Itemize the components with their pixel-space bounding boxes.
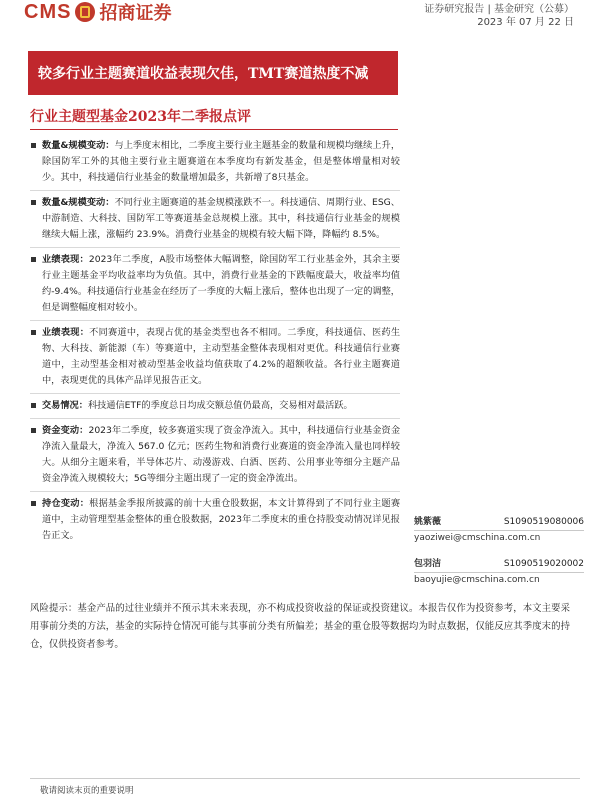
analyst-name: 包羽洁 xyxy=(414,559,442,569)
report-subtitle: 行业主题型基金2023年二季报点评 xyxy=(30,109,251,125)
key-point-item xyxy=(30,195,400,243)
key-point-label: 业绩表现： xyxy=(42,327,90,338)
item-divider xyxy=(30,320,400,321)
risk-label: 风险提示： xyxy=(30,603,78,614)
key-point-label: 数量&规模变动： xyxy=(42,197,115,208)
key-point-item xyxy=(30,496,400,544)
item-divider xyxy=(30,247,400,248)
key-point-text: 根据基金季报所披露的前十大重仓股数据，本文计算得到了不同行业主题赛道中，主动管理型基金整体的重仓股数据，2023年二季度末的重仓持股变动情况详见报告正文。 xyxy=(42,498,401,541)
logo-cn-text: 招商证券 xyxy=(99,3,172,24)
analyst-card xyxy=(414,515,584,546)
key-point-label: 持仓变动： xyxy=(42,498,90,509)
subtitle-divider xyxy=(30,129,398,130)
item-divider xyxy=(30,190,400,191)
analyst-email[interactable]: baoyujie@cmschina.com.cn xyxy=(414,572,584,588)
analyst-email[interactable]: yaoziwei@cmschina.com.cn xyxy=(414,530,584,546)
report-header xyxy=(0,0,600,40)
analyst-cert: S1090519080006 xyxy=(503,517,584,527)
key-point-text: 2023年二季度，较多赛道实现了资金净流入。其中，科技通信行业基金资金净流入量最大，净流入 567.0 亿元；医药生物和消费行业赛道的资金净流入量也同样较大。从细分主题来看，半导体芯片、动漫游戏、白酒、医药、公用事业等细分主题产品资金净流入规模较大；5G等细分主题出现了一定的资金净流出。 xyxy=(42,425,401,484)
report-type: 证券研究报告 | 基金研究（公募） xyxy=(424,4,574,15)
footer-note: 敬请阅读末页的重要说明 xyxy=(40,786,134,796)
item-divider xyxy=(30,393,400,394)
cms-logo-icon xyxy=(75,2,95,22)
logo-text: CMS xyxy=(24,0,72,23)
title-bar: 较多行业主题赛道收益表现欠佳，TMT赛道热度不减 xyxy=(28,51,398,95)
key-point-item xyxy=(30,423,400,487)
cms-logo xyxy=(24,0,171,24)
key-point-item xyxy=(30,325,400,389)
analyst-card xyxy=(414,557,584,588)
key-point-label: 交易情况： xyxy=(42,400,88,411)
item-divider xyxy=(30,491,400,492)
analyst-cert: S1090519020002 xyxy=(503,559,584,569)
risk-text: 基金产品的过往业绩并不预示其未来表现，亦不构成投资收益的保证或投资建议。本报告仅作为投资参考，本文主要采用事前分类的方法，基金的实际持仓情况可能与其事前分类有所偏差；基金的重仓股等数据均为时点数据，仅能反应其季度末的持仓，仅供投资者参考。 xyxy=(30,603,570,650)
key-points-list xyxy=(30,138,400,548)
key-point-label: 资金变动： xyxy=(42,425,89,436)
analyst-name: 姚紫薇 xyxy=(414,517,442,527)
item-divider xyxy=(30,418,400,419)
footer-divider xyxy=(30,778,580,779)
key-point-label: 业绩表现： xyxy=(42,254,89,265)
report-date: 2023 年 07 月 22 日 xyxy=(477,17,574,28)
key-point-text: 不同赛道中，表现占优的基金类型也各不相同。二季度，科技通信、医药生物、大科技、新能源（车）等赛道中，主动型基金整体表现相对更优。科技通信行业赛道中，主动型基金相对被动型基金收益均值获取了4.2%的超额收益。各行业主题赛道中，表现更优的具体产品详见报告正文。 xyxy=(42,327,401,386)
key-point-text: 不同行业主题赛道的基金规模涨跌不一。科技通信、周期行业、ESG、中游制造、大科技、国防军工等赛道基金总规模上涨。其中，科技通信行业基金的规模继续大幅上涨，涨幅约 23.9%。消费行业基金的规模有较大幅下降，降幅约 8.5%。 xyxy=(42,197,400,240)
key-point-item xyxy=(30,398,400,414)
key-point-text: 2023年二季度，A股市场整体大幅调整，除国防军工行业基金外，其余主要行业主题基金平均收益率均为负值。其中，消费行业基金的下跌幅度最大，收益率均值约-9.4%。科技通信行业基金在经历了一季度的大幅上涨后，整体也出现了一定的调整，但是调整幅度相对较小。 xyxy=(42,254,401,313)
key-point-text: 与上季度末相比，二季度主要行业主题基金的数量和规模均继续上升，除国防军工外的其他主要行业主题赛道在本季度均有新发基金，但是整体增量相对较少。其中，科技通信行业基金的数量增加最多，共新增了8只基金。 xyxy=(42,140,401,183)
risk-disclaimer xyxy=(30,600,570,654)
key-point-item xyxy=(30,252,400,316)
key-point-text: 科技通信ETF的季度总日均成交额总值仍最高，交易相对最活跃。 xyxy=(87,400,353,411)
key-point-item xyxy=(30,138,400,186)
key-point-label: 数量&规模变动： xyxy=(42,140,115,151)
